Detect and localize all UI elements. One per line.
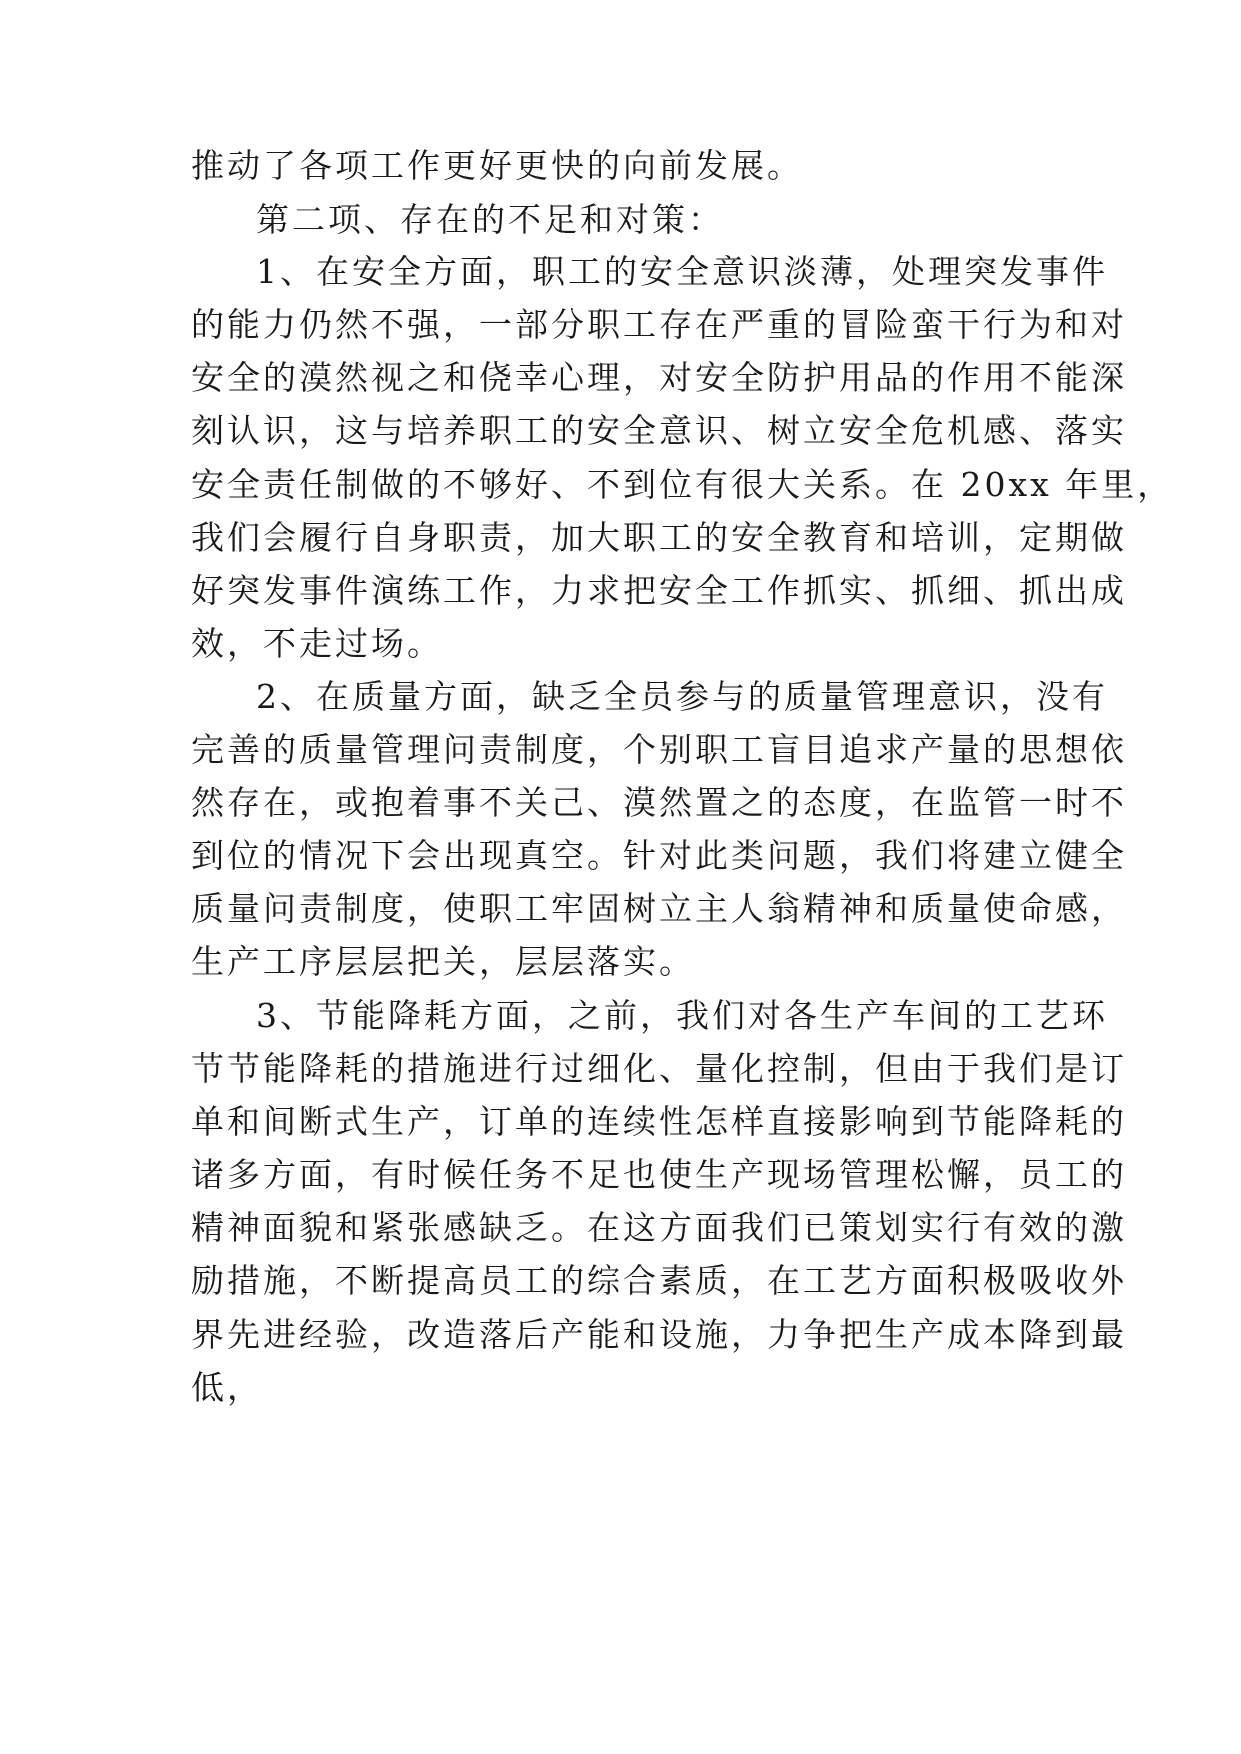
text-line: 到位的情况下会出现真空。针对此类问题，我们将建立健全 [191,836,1127,875]
text-line: 诸多方面，有时候任务不足也使生产现场管理松懈，员工的 [191,1155,1127,1194]
text-line: 1、在安全方面，职工的安全意识淡薄，处理突发事件 [256,252,1108,291]
text-line: 界先进经验，改造落后产能和设施，力争把生产成本降到最 [191,1315,1127,1354]
text-line: 精神面貌和紧张感缺乏。在这方面我们已策划实行有效的激 [191,1208,1127,1247]
text-line: 推动了各项工作更好更快的向前发展。 [191,146,803,185]
text-line: 节节能降耗的措施进行过细化、量化控制，但由于我们是订 [191,1049,1127,1088]
text-line: 刻认识，这与培养职工的安全意识、树立安全危机感、落实 [191,411,1127,450]
text-line: 励措施，不断提高员工的综合素质，在工艺方面积极吸收外 [191,1261,1127,1300]
text-line: 安全责任制做的不够好、不到位有很大关系。在 20xx 年里， [191,465,1174,504]
text-line: 3、节能降耗方面，之前，我们对各生产车间的工艺环 [256,996,1108,1035]
text-line: 然存在，或抱着事不关己、漠然置之的态度，在监管一时不 [191,783,1127,822]
text-line: 安全的漠然视之和侥幸心理，对安全防护用品的作用不能深 [191,358,1127,397]
text-line: 效，不走过场。 [191,624,443,663]
text-line: 质量问责制度，使职工牢固树立主人翁精神和质量使命感， [191,889,1127,928]
text-line: 2、在质量方面，缺乏全员参与的质量管理意识，没有 [256,677,1108,716]
text-line: 好突发事件演练工作，力求把安全工作抓实、抓细、抓出成 [191,571,1127,610]
text-line: 完善的质量管理问责制度，个别职工盲目追求产量的思想依 [191,730,1127,769]
text-line: 的能力仍然不强，一部分职工存在严重的冒险蛮干行为和对 [191,305,1127,344]
text-line: 我们会履行自身职责，加大职工的安全教育和培训，定期做 [191,518,1127,557]
text-line: 低， [191,1368,263,1407]
text-line: 生产工序层层把关，层层落实。 [191,942,695,981]
text-line: 单和间断式生产，订单的连续性怎样直接影响到节能降耗的 [191,1102,1127,1141]
section-heading: 第二项、存在的不足和对策： [256,200,724,239]
